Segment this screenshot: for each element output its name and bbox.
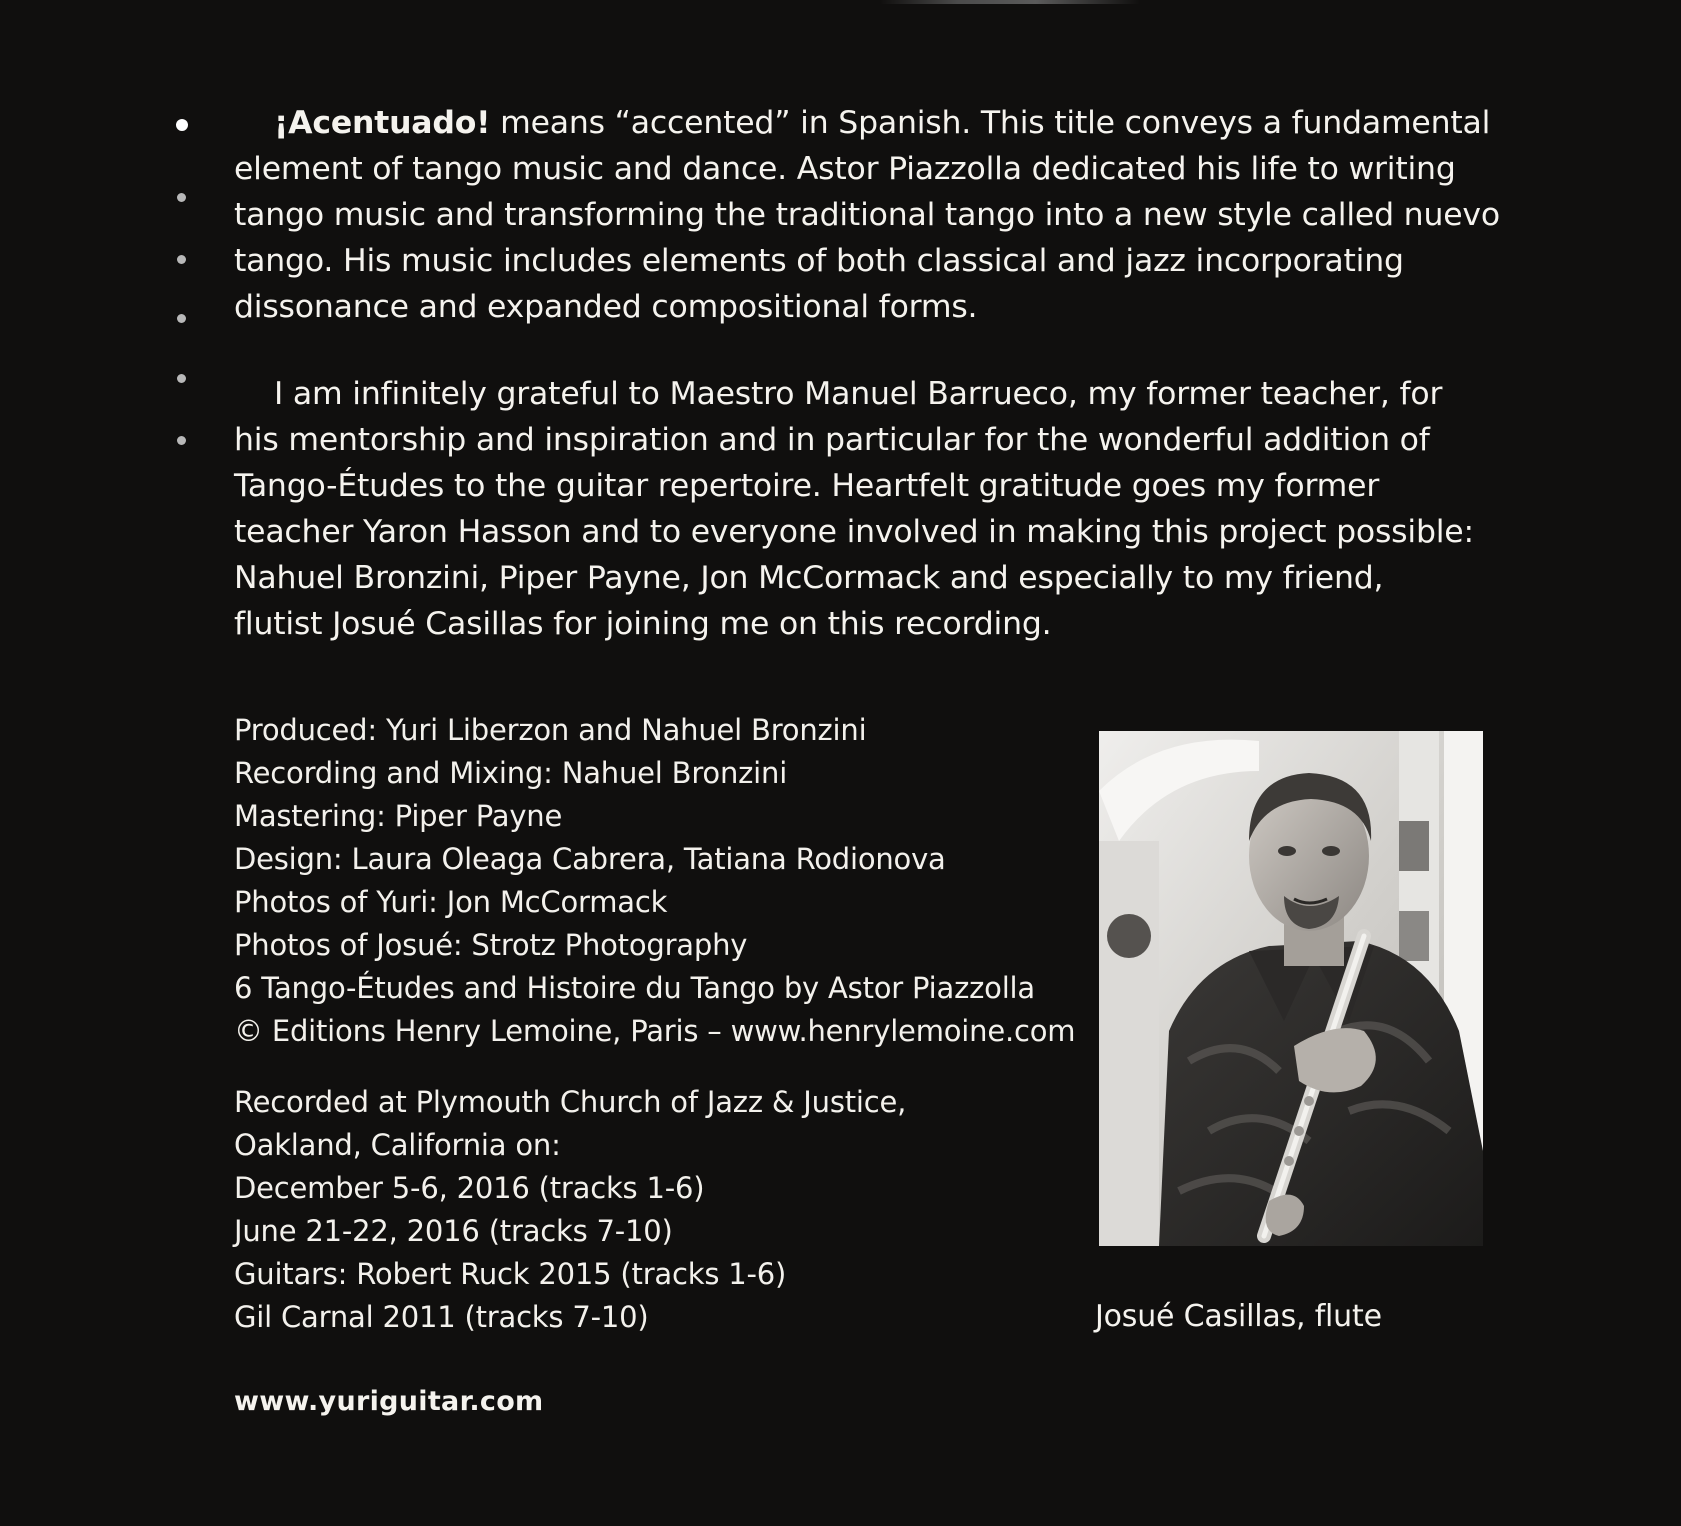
bullet-dot xyxy=(176,119,188,131)
intro-line xyxy=(234,100,1500,146)
intro-line: dissonance and expanded compositional forms. xyxy=(234,289,978,325)
intro-line: tango. His music includes elements of both classical and jazz incorporating xyxy=(234,243,1404,279)
thanks-line: teacher Yaron Hasson and to everyone involved in making this project possible: xyxy=(234,514,1474,550)
credit-line: © Editions Henry Lemoine, Paris – www.henrylemoine.com xyxy=(234,1014,1076,1048)
recording-line: Guitars: Robert Ruck 2015 (tracks 1-6) xyxy=(234,1257,787,1291)
album-title: ¡Acentuado! xyxy=(274,105,491,141)
intro-line-text: means “accented” in Spanish. This title conveys a fundamental xyxy=(490,105,1491,141)
cover-image-edge xyxy=(880,0,1140,4)
intro-line: element of tango music and dance. Astor Piazzolla dedicated his life to writing xyxy=(234,151,1456,187)
thanks-paragraph xyxy=(234,371,1474,647)
thanks-line: Tango-Études to the guitar repertoire. Heartfelt gratitude goes my former xyxy=(234,468,1380,504)
thanks-line-text: I am infinitely grateful to Maestro Manuel Barrueco, my former teacher, for xyxy=(274,376,1443,412)
bullet-dot xyxy=(177,374,186,383)
intro-paragraph xyxy=(234,100,1500,330)
website-link[interactable]: www.yuriguitar.com xyxy=(234,1386,544,1417)
bullet-dot xyxy=(177,314,186,323)
bullet-dot xyxy=(177,193,186,202)
thanks-line: flutist Josué Casillas for joining me on this recording. xyxy=(234,606,1052,642)
credit-line: Photos of Yuri: Jon McCormack xyxy=(234,885,668,919)
bullet-dot xyxy=(177,436,186,445)
photo-caption: Josué Casillas, flute xyxy=(1095,1299,1382,1334)
bullet-dot xyxy=(177,255,186,264)
thanks-line: Nahuel Bronzini, Piper Payne, Jon McCormack and especially to my friend, xyxy=(234,560,1384,596)
credit-line: Mastering: Piper Payne xyxy=(234,799,563,833)
production-credits xyxy=(234,709,1075,1053)
thanks-line: his mentorship and inspiration and in particular for the wonderful addition of xyxy=(234,422,1430,458)
flutist-photo xyxy=(1099,731,1483,1246)
recording-line: Recorded at Plymouth Church of Jazz & Justice, xyxy=(234,1085,907,1119)
credit-line: Recording and Mixing: Nahuel Bronzini xyxy=(234,756,788,790)
credit-line: Photos of Josué: Strotz Photography xyxy=(234,928,748,962)
credit-line: Produced: Yuri Liberzon and Nahuel Bronzini xyxy=(234,713,867,747)
credit-line: 6 Tango-Études and Histoire du Tango by Astor Piazzolla xyxy=(234,971,1035,1005)
thanks-line xyxy=(234,371,1474,417)
recording-line: December 5-6, 2016 (tracks 1-6) xyxy=(234,1171,705,1205)
recording-line: June 21-22, 2016 (tracks 7-10) xyxy=(234,1214,673,1248)
intro-line: tango music and transforming the traditional tango into a new style called nuevo xyxy=(234,197,1500,233)
flutist-photo-illustration xyxy=(1099,731,1483,1246)
recording-info xyxy=(234,1081,906,1339)
recording-line: Gil Carnal 2011 (tracks 7-10) xyxy=(234,1300,649,1334)
recording-line: Oakland, California on: xyxy=(234,1128,561,1162)
credit-line: Design: Laura Oleaga Cabrera, Tatiana Rodionova xyxy=(234,842,946,876)
